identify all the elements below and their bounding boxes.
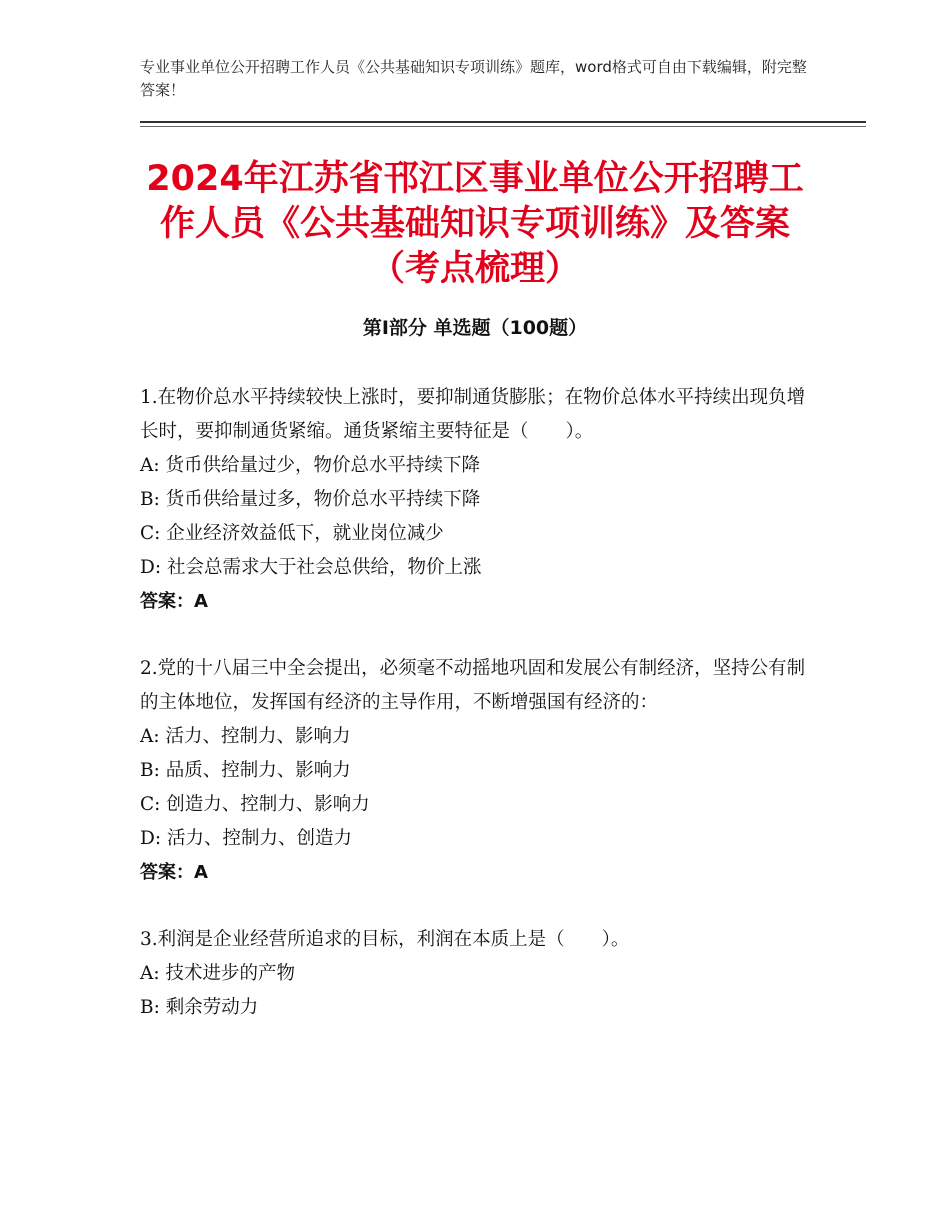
answer: 答案：A [140,591,208,612]
question-3 [140,923,810,1025]
option-b: B: 货币供给量过多，物价总水平持续下降 [140,489,481,510]
question-stem: 1.在物价总水平持续较快上涨时，要抑制通货膨胀；在物价总体水平持续出现负增长时，要抑制通货紧缩。通货紧缩主要特征是（ ）。 [140,387,806,442]
option-d: D: 活力、控制力、创造力 [140,828,352,849]
option-b: B: 剩余劳动力 [140,997,259,1018]
option-c: C: 创造力、控制力、影响力 [140,794,370,815]
question-1 [140,381,810,619]
option-b: B: 品质、控制力、影响力 [140,760,351,781]
header-rule-thick [140,121,866,123]
question-stem: 2.党的十八届三中全会提出，必须毫不动摇地巩固和发展公有制经济，坚持公有制的主体地位，发挥国有经济的主导作用，不断增强国有经济的： [140,658,806,713]
question-list [140,381,810,1058]
option-a: A: 货币供给量过少，物价总水平持续下降 [140,455,480,476]
document-title: 2024年江苏省邗江区事业单位公开招聘工作人员《公共基础知识专项训练》及答案（考点梳理） [146,159,804,289]
option-a: A: 活力、控制力、影响力 [140,726,351,747]
header-note: 专业事业单位公开招聘工作人员《公共基础知识专项训练》题库，word格式可自由下载编辑，附完整答案！ [140,58,807,99]
answer: 答案：A [140,862,208,883]
header-rule-thin [140,126,866,127]
section-title: 第Ⅰ部分 单选题（100题） [362,317,588,339]
question-2 [140,652,810,890]
option-a: A: 技术进步的产物 [140,963,295,984]
option-c: C: 企业经济效益低下，就业岗位减少 [140,523,444,544]
option-d: D: 社会总需求大于社会总供给，物价上涨 [140,557,482,578]
question-stem: 3.利润是企业经营所追求的目标，利润在本质上是（ ）。 [140,929,630,950]
